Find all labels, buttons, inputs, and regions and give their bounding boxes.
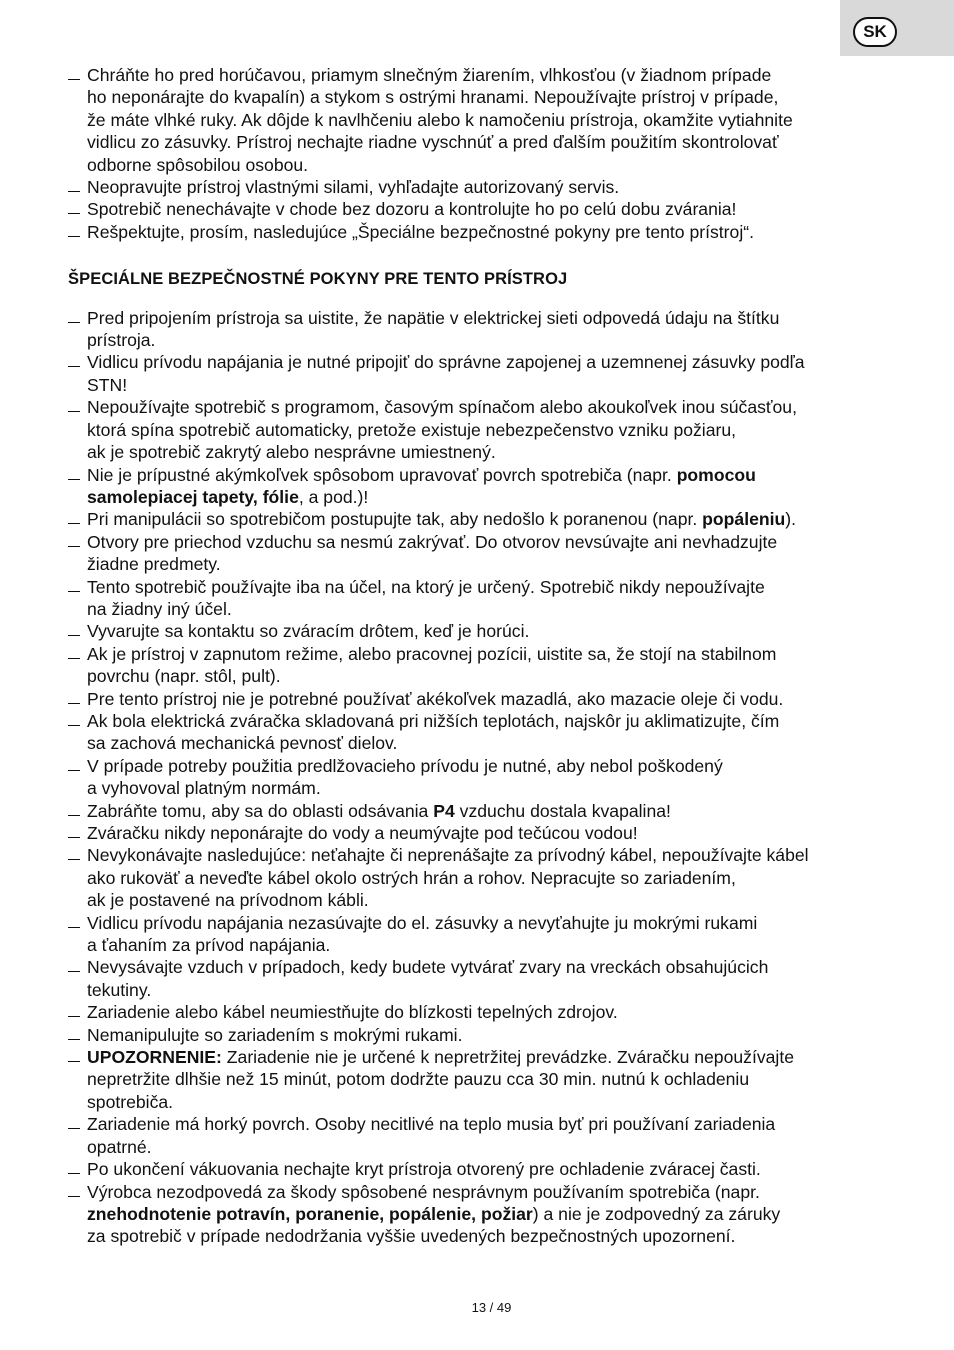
list-item — [68, 221, 880, 243]
text: Vidlicu prívodu napájania je nutné pripojiť do správne zapojenej a uzemnenej zásuvky podľa — [87, 352, 805, 373]
text: vidlicu zo zásuvky. Prístroj nechajte riadne vyschnúť a pred ďalším použitím skontrolovať — [87, 132, 779, 153]
text: ). — [785, 509, 797, 530]
text: Pred pripojením prístroja sa uistite, že napätie v elektrickej sieti odpovedá údaju na štítku — [87, 307, 780, 328]
list-item — [68, 822, 880, 844]
text: Nie je prípustné akýmkoľvek spôsobom upravovať povrch spotrebiča (napr. — [87, 464, 677, 485]
list-item — [68, 844, 880, 911]
text: Zabráňte tomu, aby sa do oblasti odsávania — [87, 800, 434, 821]
list-item — [68, 620, 880, 642]
text: a ťahaním za prívod napájania. — [87, 935, 331, 956]
text: Tento spotrebič používajte iba na účel, na ktorý je určený. Spotrebič nikdy nepoužívajte — [87, 576, 765, 597]
bold-text: UPOZORNENIE: — [87, 1047, 222, 1068]
text: na žiadny iný účel. — [87, 598, 232, 619]
list-item — [68, 710, 880, 755]
text: Vidlicu prívodu napájania nezasúvajte do el. zásuvky a nevyťahujte ju mokrými rukami — [87, 912, 758, 933]
list-item — [68, 176, 880, 198]
text: ho neponárajte do kvapalín) a stykom s ostrými hranami. Nepoužívajte prístroj v prípade, — [87, 87, 779, 108]
text: Nevysávajte vzduch v prípadoch, kedy budete vytvárať zvary na vreckách obsahujúcich — [87, 957, 769, 978]
bold-text: P4 — [433, 800, 455, 821]
text: tekutiny. — [87, 979, 152, 1000]
list-item — [68, 956, 880, 1001]
list-item — [68, 396, 880, 463]
list-item — [68, 800, 880, 822]
text: žiadne predmety. — [87, 554, 221, 575]
text: Zariadenie alebo kábel neumiestňujte do blízkosti tepelných zdrojov. — [87, 1002, 618, 1023]
text: STN! — [87, 374, 128, 395]
text: Vyvarujte sa kontaktu so zváracím drôtem, keď je horúci. — [87, 621, 530, 642]
text: ak je postavené na prívodnom kábli. — [87, 890, 369, 911]
bold-text: znehodnotenie potravín, poranenie, popálenie, požiar — [87, 1203, 533, 1224]
list-item — [68, 307, 880, 352]
list-item — [68, 464, 880, 509]
list-item — [68, 1181, 880, 1248]
text: Pre tento prístroj nie je potrebné používať akékoľvek mazadlá, ako mazacie oleje či vodu. — [87, 688, 784, 709]
text: za spotrebič v prípade nedodržania vyššie uvedených bezpečnostných upozornení. — [87, 1226, 736, 1247]
list-item — [68, 1113, 880, 1158]
section-heading: ŠPECIÁLNE BEZPEČNOSTNÉ POKYNY PRE TENTO PRÍSTROJ — [68, 270, 568, 289]
list-item — [68, 531, 880, 576]
text: Nepoužívajte spotrebič s programom, časovým spínačom alebo akoukoľvek inou súčasťou, — [87, 397, 797, 418]
list-item — [68, 198, 880, 220]
list-item — [68, 912, 880, 957]
text: ako rukoväť a neveďte kábel okolo ostrých hrán a rohov. Nepracujte so zariadením, — [87, 867, 736, 888]
text: Chráňte ho pred horúčavou, priamym slnečným žiarením, vlhkosťou (v žiadnom prípade — [87, 65, 772, 85]
language-badge: SK — [853, 17, 897, 47]
text: ktorá spína spotrebič automaticky, pretože existuje nebezpečenstvo vzniku požiaru, — [87, 419, 737, 440]
list-item — [68, 64, 880, 176]
list-item — [68, 351, 880, 396]
text: vzduchu dostala kvapalina! — [454, 800, 671, 821]
list-item — [68, 508, 880, 530]
text: Zariadenie nie je určené k nepretržitej prevádzke. Zváračku nepoužívajte — [221, 1047, 795, 1068]
text: Zváračku nikdy neponárajte do vody a neumývajte pod tečúcou vodou! — [87, 823, 638, 843]
text: Otvory pre priechod vzduchu sa nesmú zakrývať. Do otvorov nevsúvajte ani nevhadzujte — [87, 531, 778, 552]
text: a vyhovoval platným normám. — [87, 778, 321, 799]
list-item — [68, 576, 880, 621]
document-body — [68, 64, 880, 1248]
text: Ak je prístroj v zapnutom režime, alebo pracovnej pozícii, uistite sa, že stojí na stabilnom — [87, 643, 777, 664]
page-number: 13 / 49 — [471, 1300, 512, 1315]
bold-text: pomocou — [676, 464, 756, 485]
text: že máte vlhké ruky. Ak dôjde k navlhčeniu alebo k namočeniu prístroja, okamžite vytiahnite — [87, 109, 793, 130]
text: odborne spôsobilou osobou. — [87, 154, 309, 175]
text: sa zachová mechanická pevnosť dielov. — [87, 733, 398, 754]
list-item — [68, 755, 880, 800]
text: Ak bola elektrická zváračka skladovaná pri nižších teplotách, najskôr ju aklimatizujte, čím — [87, 710, 780, 731]
bold-text: samolepiacej tapety, fólie — [87, 486, 299, 507]
general-safety-list — [68, 64, 880, 243]
list-item — [68, 643, 880, 688]
text: Po ukončení vákuovania nechajte kryt prístroja otvorený pre ochladenie zváracej časti. — [87, 1159, 761, 1180]
text: opatrné. — [87, 1136, 152, 1157]
text: Neopravujte prístroj vlastnými silami, vyhľadajte autorizovaný servis. — [87, 177, 620, 198]
language-tab — [840, 0, 954, 56]
text: , a pod.)! — [298, 486, 369, 507]
text: spotrebiča. — [87, 1091, 174, 1112]
text: Nevykonávajte nasledujúce: neťahajte či neprenášajte za prívodný kábel, nepoužívajte kábel — [87, 845, 809, 866]
text: nepretržite dlhšie než 15 minút, potom dodržte pauzu cca 30 min. nutnú k ochladeniu — [87, 1069, 750, 1090]
special-safety-list — [68, 307, 880, 1248]
list-item — [68, 1024, 880, 1046]
text: Pri manipulácii so spotrebičom postupujte tak, aby nedošlo k poranenou (napr. — [87, 509, 703, 530]
list-item — [68, 1158, 880, 1180]
text: povrchu (napr. stôl, pult). — [87, 666, 281, 687]
list-item — [68, 1001, 880, 1023]
text: Spotrebič nenechávajte v chode bez dozoru a kontrolujte ho po celú dobu zvárania! — [87, 199, 737, 220]
text: Rešpektujte, prosím, nasledujúce „Špeciálne bezpečnostné pokyny pre tento prístroj“. — [87, 221, 754, 242]
text: ) a nie je zodpovedný za záruky — [532, 1203, 781, 1224]
text: Zariadenie má horký povrch. Osoby necitlivé na teplo musia byť pri používaní zariadenia — [87, 1114, 776, 1135]
list-item — [68, 688, 880, 710]
text: V prípade potreby použitia predlžovacieho prívodu je nutné, aby nebol poškodený — [87, 755, 723, 776]
bold-text: popáleniu — [702, 509, 786, 530]
text: Nemanipulujte so zariadením s mokrými rukami. — [87, 1024, 463, 1045]
text: ak je spotrebič zakrytý alebo nesprávne umiestnený. — [87, 442, 496, 463]
text: prístroja. — [87, 330, 156, 351]
list-item — [68, 1046, 880, 1113]
text: Výrobca nezodpovedá za škody spôsobené nesprávnym používaním spotrebiča (napr. — [87, 1181, 760, 1202]
